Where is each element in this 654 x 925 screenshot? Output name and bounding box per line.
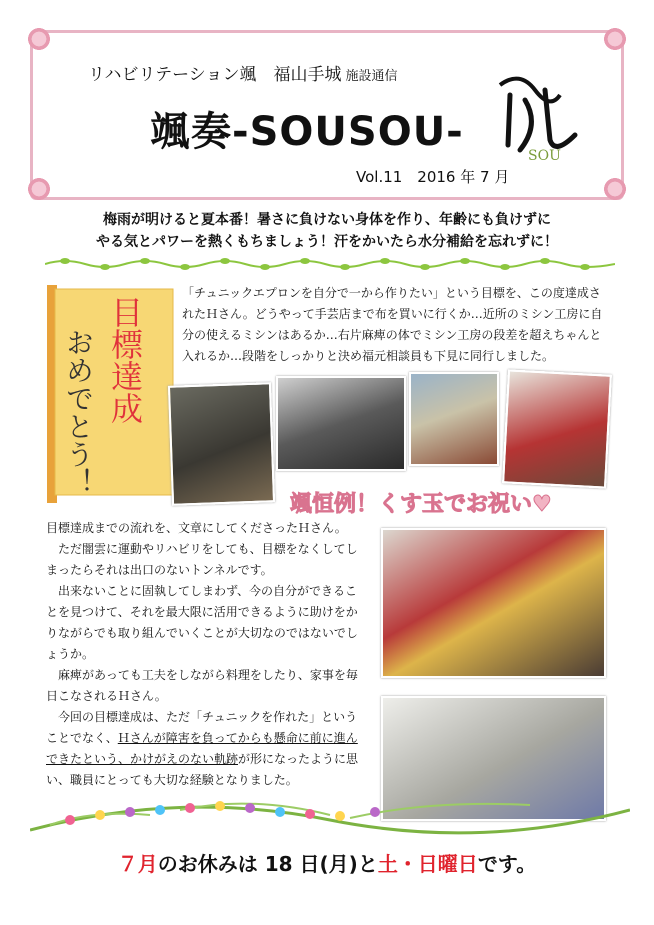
holiday-date: 18 日(月) xyxy=(264,852,358,876)
newsletter-title: 颯奏-SOUSOU- xyxy=(150,109,464,155)
photo-sewing-machine xyxy=(276,376,406,471)
facility-suffix: 施設通信 xyxy=(345,69,398,84)
holiday-text: と xyxy=(357,852,378,876)
body-paragraph-text: 今回の目標達成は、ただ「チュニックを作れた」ということでなく、 xyxy=(46,710,358,745)
photo-entrance-step xyxy=(409,372,499,466)
banner-goal-achieved: 目標達成 xyxy=(106,296,144,424)
body-paragraph-text: 麻痺があっても工夫をしながら料理をしたり、家事を毎日こなされるＨさん。 xyxy=(46,668,358,703)
top-paragraph: 「チュニックエプロンを自分で一から作りたい」という目標を、この度達成されたＨさん。どうやって手芸店まで布を買いに行くか…近所のミシン工房に自分の使えるミシンはあるか…右片麻痺の体でミシン工房の段差を超えちゃんと入れるか…段階をしっかりと決め福元相談員も下見に同行しました。 xyxy=(182,286,603,363)
photo-kusudama-celebration xyxy=(381,528,606,678)
holiday-text: です。 xyxy=(477,852,537,876)
body-text xyxy=(46,518,364,791)
body-paragraph xyxy=(46,665,364,707)
holiday-month: ７月 xyxy=(117,852,158,876)
intro-line-1: 梅雨が明けると夏本番！暑さに負けない身体を作り、年齢にも負けずに xyxy=(103,212,551,228)
calligraphy-logo-icon xyxy=(490,65,585,165)
logo-text: SOU xyxy=(528,148,561,164)
photo-apron-staff xyxy=(502,369,612,488)
underlined-phrase: Ｈさんが障害を負ってからも懸命に前に進んできたという、かけがえのない軌跡 xyxy=(46,731,358,766)
body-paragraph-text: が形になったように思い、職員にとっても大切な経験となりました。 xyxy=(46,752,359,787)
kusudama-heading: 颯恒例！くす玉でお祝い♥ xyxy=(290,492,552,517)
facility-name xyxy=(88,60,398,85)
body-paragraph-text: ただ闇雲に運動やリハビリをしても、目標をなくしてしまったらそれは出口のないトンネルです。 xyxy=(46,542,358,577)
body-paragraph: 目標達成までの流れを、文章にしてくださったＨさん。 xyxy=(46,521,347,535)
issue-number: Vol.11 2016 年 7 月 xyxy=(356,168,510,186)
body-paragraph xyxy=(46,581,364,665)
intro-line-2: やる気とパワーを熱くもちましょう！汗をかいたら水分補給を忘れずに！ xyxy=(96,234,558,250)
body-paragraph xyxy=(46,539,364,581)
holiday-text: のお休みは xyxy=(157,852,265,876)
flower-ornament-icon xyxy=(598,172,632,206)
facility-name-text: リハビリテーション颯 福山手城 xyxy=(88,65,342,85)
flower-ornament-icon xyxy=(22,22,56,56)
body-paragraph-text: 出来ないことに固執してしまわず、今の自分ができることを見つけて、それを最大限に活用できるように助けをかりながらでも取り組んでいくことが大切なのではないでしょうか。 xyxy=(46,584,358,661)
flower-ornament-icon xyxy=(22,172,56,206)
vine-divider xyxy=(45,256,615,272)
flower-ornament-icon xyxy=(598,22,632,56)
photo-fabric-shop xyxy=(168,382,275,506)
banner-congratulations: おめでとう！ xyxy=(62,328,95,496)
holiday-notice xyxy=(0,848,654,877)
holiday-days: 土・日曜日 xyxy=(377,852,478,876)
